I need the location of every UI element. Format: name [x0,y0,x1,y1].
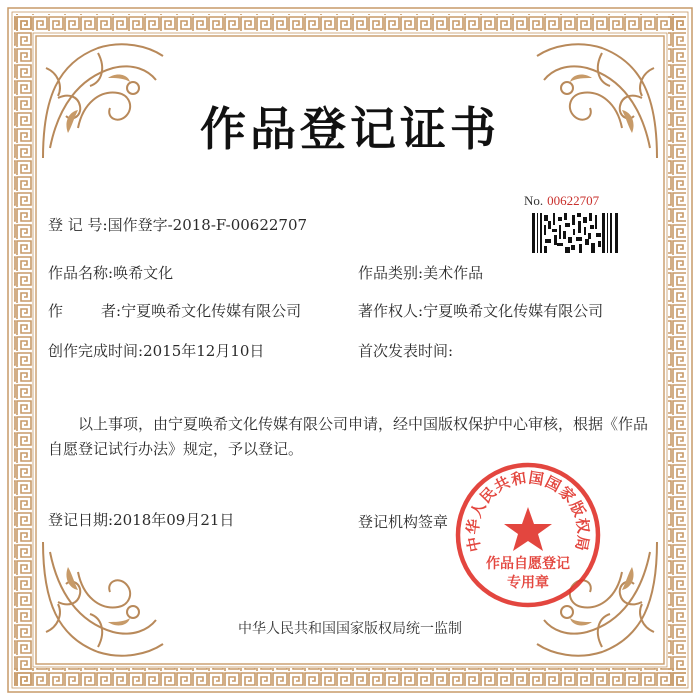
work-type-row [358,262,483,283]
registration-date-row [48,509,234,530]
registration-date-value: 2018年09月21日 [113,511,235,529]
work-name-label: 作品名称: [48,264,114,282]
official-seal [454,461,602,609]
seal-outer-text: 中华人民共和国国家版权局 [463,468,593,554]
copyright-owner-label: 著作权人: [358,302,424,320]
creation-date-row [48,340,264,361]
work-name-value: 唤希文化 [113,264,174,282]
copyright-owner-row [358,300,603,321]
creation-date-value: 2015年12月10日 [143,342,265,360]
seal-inner-line1: 作品自愿登记 [486,556,570,572]
author-row [48,300,301,321]
registration-date-label: 登记日期: [48,511,114,529]
corner-ornament-bottom-left [38,532,168,662]
certificate-number [524,193,599,209]
author-value: 宁夏唤希文化传媒有限公司 [121,302,302,320]
author-label: 作 者: [48,302,122,320]
first-publication-label: 首次发表时间: [358,342,454,360]
work-type-label: 作品类别: [358,264,424,282]
certificate-number-value: 00622707 [547,193,600,208]
work-name-row [48,262,173,283]
agency-seal-label: 登记机构签章 [358,513,449,531]
registration-number-value: 国作登字-2018-F-00622707 [107,216,308,234]
seal-inner-line2: 专用章 [507,575,549,591]
first-publication-row [358,340,453,361]
creation-date-label: 创作完成时间: [48,342,144,360]
certificate-number-prefix: No. [524,193,544,208]
footer-supervision: 中华人民共和国国家版权局统一监制 [238,621,462,637]
work-type-value: 美术作品 [423,264,484,282]
seal-star-icon [504,507,552,551]
copyright-owner-value: 宁夏唤希文化传媒有限公司 [423,302,604,320]
certificate-title: 作品登记证书 [200,102,500,156]
registration-number-row [48,214,307,235]
statement-paragraph: 以上事项，由宁夏唤希文化传媒有限公司申请，经中国版权保护中心审核，根据《作品自愿登记试行办法》规定，予以登记。 [48,415,649,458]
registration-number-label: 登 记 号: [48,216,108,234]
barcode-icon [532,213,618,253]
